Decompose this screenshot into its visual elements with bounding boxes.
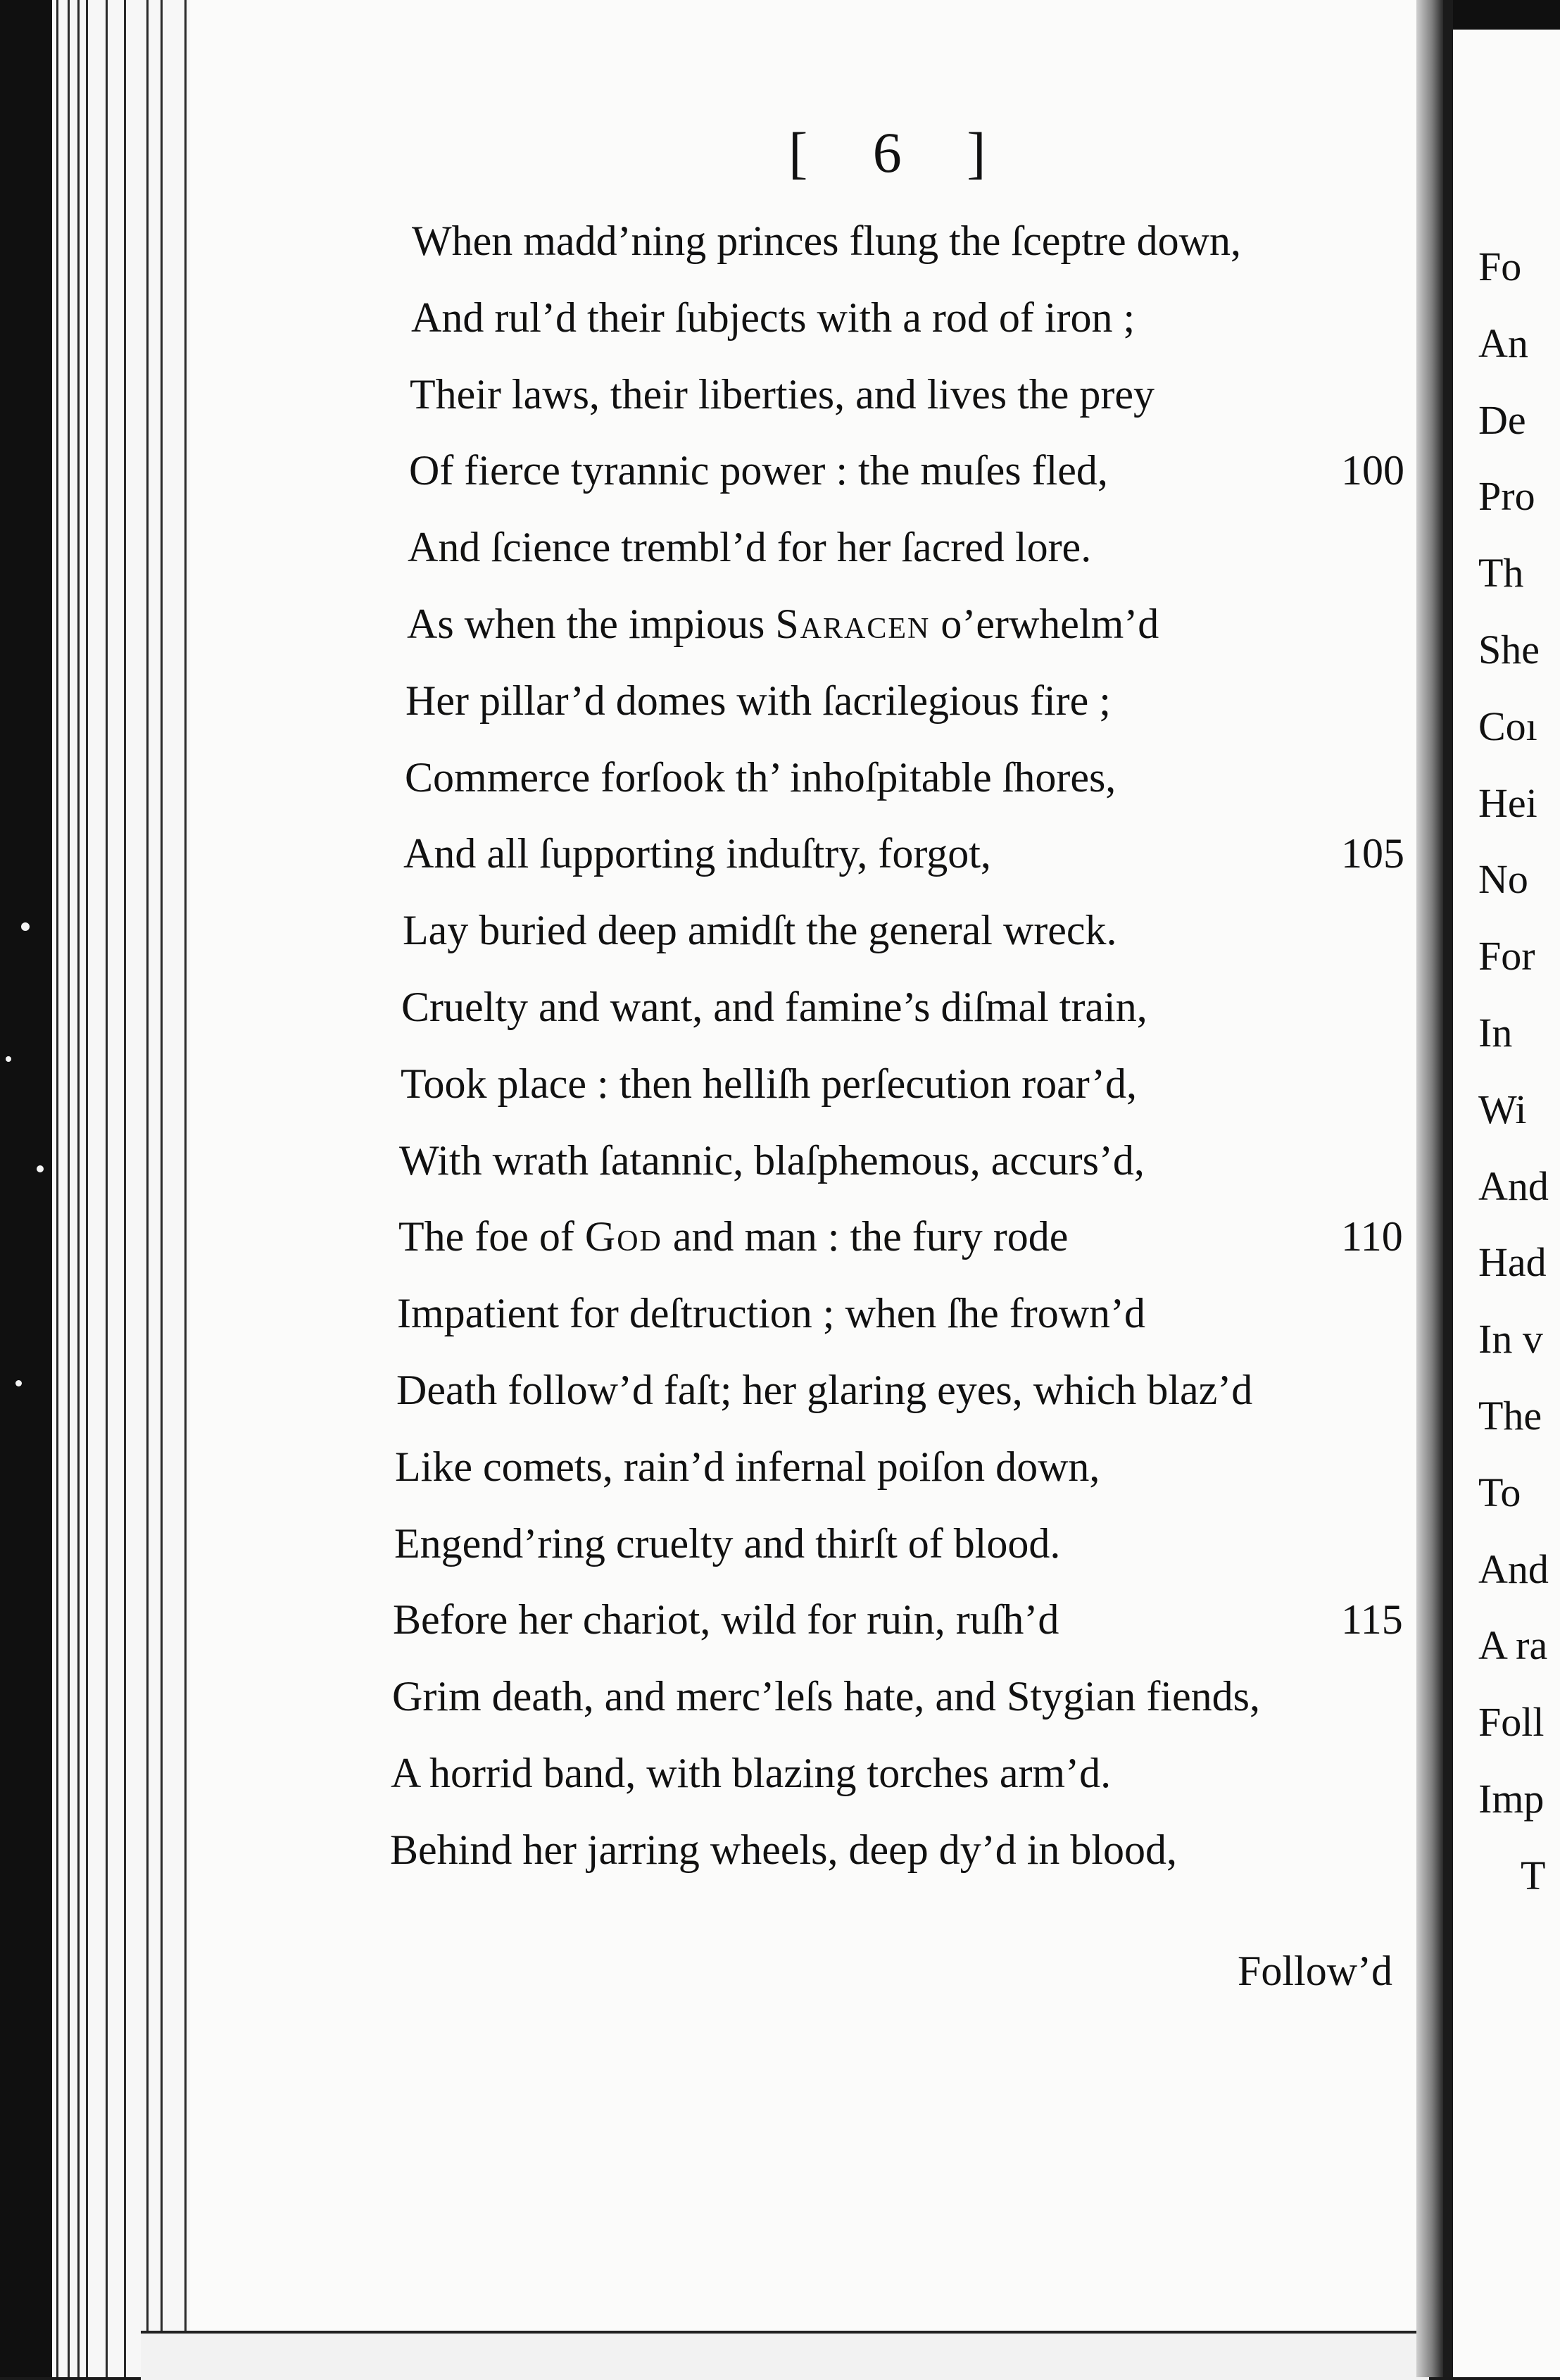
poem-line: Lay buried deep amidſt the general wreck. <box>403 907 1117 953</box>
poem-line: Before her chariot, wild for ruin, ruſh’d <box>393 1596 1059 1643</box>
poem-line: Their laws, their liberties, and lives the prey <box>410 371 1155 418</box>
gutter-shadow <box>1443 0 1453 2377</box>
speck <box>21 922 30 931</box>
speck <box>6 1056 11 1062</box>
poem-line: And rul’d their ſubjects with a rod of iron ; <box>411 294 1136 341</box>
poem-line: A horrid band, with blazing torches arm’d. <box>391 1750 1112 1796</box>
poem-line-text: The foe of <box>398 1213 585 1260</box>
facing-page-fragment: She <box>1478 627 1540 672</box>
poem-line: Impatient for deſtruction ; when ſhe frown’d <box>397 1290 1146 1336</box>
line-number: 100 <box>1341 447 1404 494</box>
facing-page-fragment: And <box>1478 1163 1549 1209</box>
poem-line-text: o’erwhelm’d <box>930 601 1159 647</box>
facing-page-fragment: A ra <box>1478 1622 1548 1668</box>
facing-page-fragment: Th <box>1478 550 1524 596</box>
page-edge-line <box>106 0 108 2377</box>
poem-line: Engend’ring cruelty and thirſt of blood. <box>394 1520 1061 1567</box>
poem-line: And ſcience trembl’d for her ſacred lore. <box>408 524 1092 570</box>
poem-line-text: and man : the fury rode <box>662 1213 1069 1260</box>
page-bottom-edge <box>141 2331 1429 2380</box>
facing-page-fragment: Coı <box>1478 703 1537 749</box>
page-edge-line <box>184 0 187 2377</box>
page-edges <box>52 0 193 2377</box>
facing-page-fragment: No <box>1478 856 1528 902</box>
facing-page-fragment: In v <box>1478 1316 1543 1362</box>
facing-page-top-shadow <box>1453 0 1560 30</box>
speck <box>15 1380 22 1386</box>
facing-page-fragment: T <box>1521 1853 1546 1898</box>
facing-page-fragment: Had <box>1478 1239 1547 1285</box>
poem-line: Behind her jarring wheels, deep dy’d in blood, <box>390 1827 1178 1873</box>
poem-line: Cruelty and want, and famine’s diſmal train, <box>401 984 1147 1030</box>
small-caps-name: God <box>584 1213 662 1260</box>
poem-line-text: As when the impious <box>407 601 776 647</box>
line-number: 110 <box>1341 1213 1403 1260</box>
poem-line: Commerce forſook th’ inhoſpitable ſhores, <box>405 754 1116 801</box>
page-edge-line <box>146 0 149 2377</box>
page-number-header: [ 6 ] <box>788 120 1012 184</box>
facing-page-fragment: Pro <box>1478 473 1535 519</box>
poem-line: Like comets, rain’d infernal poiſon down, <box>395 1443 1100 1490</box>
left-margin <box>0 0 52 2377</box>
facing-page-fragment: De <box>1478 397 1526 443</box>
facing-page-fragment: And <box>1478 1546 1549 1592</box>
facing-page-fragment: For <box>1478 933 1535 979</box>
poem-line: With wrath ſatannic, blaſphemous, accurs’d, <box>399 1137 1145 1184</box>
poem-line: When madd’ning princes flung the ſceptre down, <box>412 218 1241 264</box>
speck <box>37 1165 44 1172</box>
small-caps-name: Saracen <box>775 601 931 647</box>
page-edge-line <box>68 0 70 2377</box>
facing-page-fragment: Hei <box>1478 780 1537 826</box>
facing-page-fragment: Fo <box>1478 244 1522 289</box>
poem-line: Grim death, and merc’leſs hate, and Stygian fiends, <box>392 1673 1260 1720</box>
page-edge-line <box>161 0 163 2377</box>
poem-line: And all ſupporting induſtry, forgot, <box>403 830 991 877</box>
facing-page-fragment: To <box>1478 1470 1521 1515</box>
catchword: Follow’d <box>1238 1948 1393 1994</box>
poem-line <box>398 1215 1068 1258</box>
facing-page-fragment: The <box>1478 1393 1542 1439</box>
facing-page-fragment: Imp <box>1478 1776 1545 1822</box>
facing-page-fragment: Foll <box>1478 1699 1545 1745</box>
line-number: 115 <box>1341 1596 1403 1643</box>
poem-line: Death follow’d faſt; her glaring eyes, which blaz’d <box>396 1367 1253 1413</box>
line-number: 105 <box>1341 830 1404 877</box>
page-edge-line <box>86 0 88 2377</box>
facing-page-fragment: In <box>1478 1010 1513 1056</box>
page-edge-line <box>124 0 126 2377</box>
poem-line: Of fierce tyrannic power : the muſes fled, <box>409 447 1108 494</box>
poem-line: Took place : then helliſh perſecution roar’d, <box>401 1060 1137 1107</box>
facing-page-fragment: Wi <box>1478 1086 1527 1132</box>
page-edge-line <box>56 0 58 2377</box>
facing-page-fragment: An <box>1478 320 1528 366</box>
poem-line <box>407 603 1159 645</box>
page-edge-line <box>77 0 80 2377</box>
poem-line: Her pillar’d domes with ſacrilegious fire ; <box>405 677 1111 724</box>
